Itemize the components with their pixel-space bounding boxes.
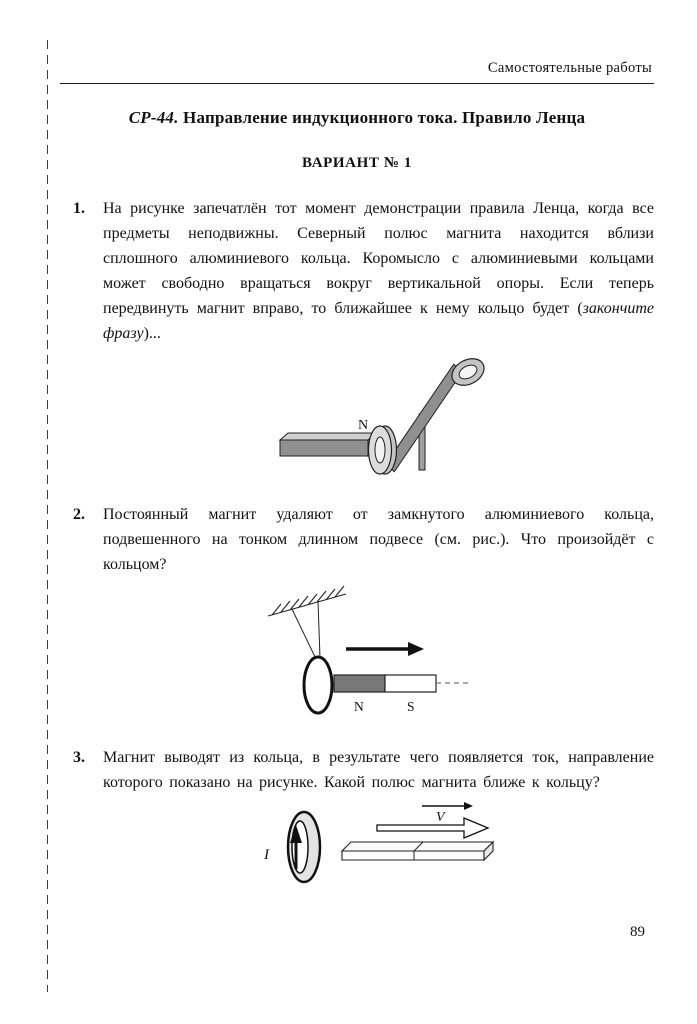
problem-1-number: 1. — [73, 200, 85, 217]
problem-2-number: 2. — [73, 506, 85, 523]
header-rule — [60, 83, 654, 84]
figure-induced-current — [100, 801, 654, 891]
bar-magnet — [334, 675, 436, 692]
problem-2-text — [103, 502, 654, 577]
worksheet-code: СР-44. — [128, 108, 179, 127]
problem-3-text-main: Магнит выводят из кольца, в результате чего появляется ток, направление которого показано на рисунке. Какой полюс магнита ближе к кольцу? — [103, 749, 654, 791]
figure-suspended-ring — [70, 585, 654, 733]
worksheet-title — [60, 108, 654, 128]
aluminum-ring — [304, 657, 332, 713]
running-header-text: Самостоятельные работы — [487, 60, 652, 76]
velocity-label: V — [436, 810, 445, 825]
problem-3-number: 3. — [73, 749, 85, 766]
figure-1-drawing — [272, 356, 502, 486]
magnet-bar — [342, 842, 493, 860]
dashed-margin-line — [47, 40, 48, 992]
bar-magnet — [280, 433, 376, 456]
problem-2-text-main: Постоянный магнит удаляют от замкнутого алюминиевого кольца, подвешенного на тонком длинном подвесе (см. рис.). Что произойдёт с кольцом? — [103, 506, 654, 573]
north-pole-label: N — [358, 418, 369, 433]
worksheet-title-text: Направление индукционного тока. Правило Ленца — [183, 108, 586, 127]
problem-3-text — [103, 745, 654, 795]
problem-1 — [60, 196, 654, 346]
figure-2-drawing — [250, 585, 475, 733]
page-number: 89 — [630, 924, 645, 940]
problem-1-text-end: )... — [143, 325, 161, 342]
ceiling-hatch — [268, 586, 346, 616]
velocity-vector-arrow — [422, 802, 473, 810]
running-header — [60, 60, 654, 77]
problem-1-text — [103, 196, 654, 346]
motion-block-arrow — [377, 818, 488, 838]
motion-arrow — [346, 642, 424, 656]
figure-3-drawing — [252, 801, 502, 891]
south-pole-label: S — [406, 699, 415, 714]
suspension-threads — [292, 601, 320, 659]
north-pole-label: N — [353, 699, 364, 714]
problem-1-text-italic: закончите фразу — [103, 300, 654, 342]
problem-1-text-main: На рисунке запечатлён тот момент демонстрации правила Ленца, когда все предметы неподвижны. Северный полюс магнита находится вблизи сплошного алюминиевого кольца. Коромысло с алюминиевыми кольцами может свободно вращаться вокруг вертикальной опоры. Если теперь передвинуть магнит вправо, то ближайшее к нему кольцо будет ( — [103, 200, 654, 317]
current-ring — [288, 812, 320, 882]
problem-3 — [60, 745, 654, 795]
problem-2 — [60, 502, 654, 577]
current-label: I — [264, 847, 269, 863]
page-content — [60, 60, 654, 891]
variant-heading: ВАРИАНТ № 1 — [302, 155, 412, 171]
figure-lenz-demonstration — [120, 356, 654, 486]
near-aluminum-ring — [369, 426, 397, 474]
